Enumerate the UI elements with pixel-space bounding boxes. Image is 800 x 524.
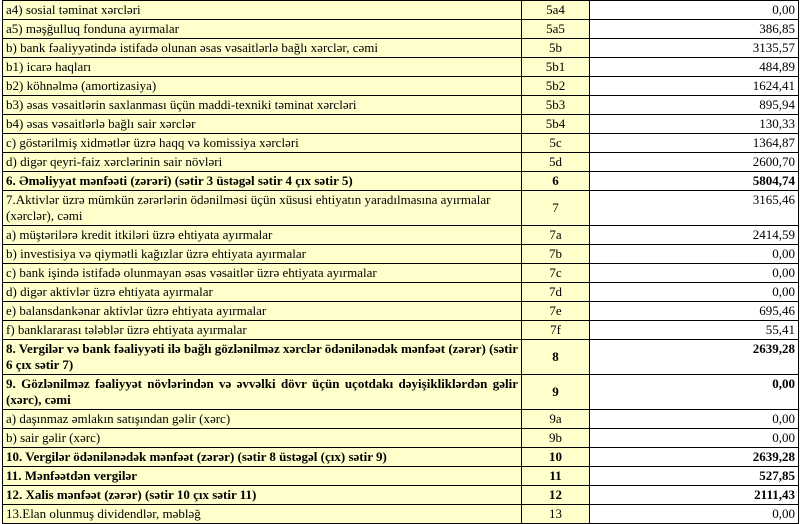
row-value: 0,00 <box>590 283 799 302</box>
row-value: 2111,43 <box>590 486 799 505</box>
row-code: 9 <box>522 375 590 410</box>
row-code: 5c <box>522 134 590 153</box>
row-value: 5804,74 <box>590 172 799 191</box>
table-row <box>3 467 799 486</box>
table-row <box>3 77 799 96</box>
row-value: 55,41 <box>590 321 799 340</box>
row-code: 5b3 <box>522 96 590 115</box>
row-code: 5a4 <box>522 1 590 20</box>
row-value: 0,00 <box>590 505 799 524</box>
table-row <box>3 340 799 375</box>
row-code: 7d <box>522 283 590 302</box>
table-row <box>3 191 799 226</box>
table-row <box>3 58 799 77</box>
row-label: a) müştərilərə kredit itkiləri üzrə ehtiyata ayırmalar <box>3 226 522 245</box>
row-label: a5) məşğulluq fonduna ayırmalar <box>3 20 522 39</box>
row-code: 8 <box>522 340 590 375</box>
table-row <box>3 226 799 245</box>
table-row <box>3 321 799 340</box>
row-value: 1624,41 <box>590 77 799 96</box>
row-value: 0,00 <box>590 264 799 283</box>
table-row <box>3 448 799 467</box>
row-value: 2414,59 <box>590 226 799 245</box>
table-row <box>3 134 799 153</box>
row-value: 386,85 <box>590 20 799 39</box>
table-row <box>3 486 799 505</box>
table-row <box>3 115 799 134</box>
row-code: 11 <box>522 467 590 486</box>
row-label: d) digər aktivlər üzrə ehtiyata ayırmalar <box>3 283 522 302</box>
row-code: 5b4 <box>522 115 590 134</box>
row-label: 9. Gözlənilməz fəaliyyət növlərindən və əvvəlki dövr üçün uçotdakı dəyişikliklərdən gəlir (xərc), cəmi <box>3 375 522 410</box>
row-label: b) sair gəlir (xərc) <box>3 429 522 448</box>
row-label: 7.Aktivlər üzrə mümkün zərərlərin ödənilməsi üçün xüsusi ehtiyatın yaradılmasına ayırmalar (xərclər), cəmi <box>3 191 522 226</box>
row-label: b1) icarə haqları <box>3 58 522 77</box>
row-code: 9b <box>522 429 590 448</box>
row-code: 10 <box>522 448 590 467</box>
row-value: 0,00 <box>590 410 799 429</box>
row-code: 6 <box>522 172 590 191</box>
table-row <box>3 96 799 115</box>
table-row <box>3 39 799 58</box>
row-value: 0,00 <box>590 429 799 448</box>
row-label: a4) sosial təminat xərcləri <box>3 1 522 20</box>
row-value: 484,89 <box>590 58 799 77</box>
row-code: 5d <box>522 153 590 172</box>
row-code: 5b1 <box>522 58 590 77</box>
row-label: e) balansdankənar aktivlər üzrə ehtiyata ayırmalar <box>3 302 522 321</box>
row-code: 9a <box>522 410 590 429</box>
row-value: 895,94 <box>590 96 799 115</box>
row-label: 13.Elan olunmuş dividendlər, məbləğ <box>3 505 522 524</box>
row-code: 13 <box>522 505 590 524</box>
table-row <box>3 429 799 448</box>
row-label: c) bank işində istifadə olunmayan əsas vəsaitlər üzrə ehtiyata ayırmalar <box>3 264 522 283</box>
row-label: a) daşınmaz əmlakın satışından gəlir (xərc) <box>3 410 522 429</box>
table-row <box>3 410 799 429</box>
row-label: d) digər qeyri-faiz xərclərinin sair növləri <box>3 153 522 172</box>
row-code: 5b <box>522 39 590 58</box>
table-row <box>3 302 799 321</box>
table-row <box>3 172 799 191</box>
table-row <box>3 375 799 410</box>
table-row <box>3 283 799 302</box>
row-code: 7 <box>522 191 590 226</box>
row-label: c) göstərilmiş xidmətlər üzrə haqq və komissiya xərcləri <box>3 134 522 153</box>
row-value: 3165,46 <box>590 191 799 226</box>
row-code: 12 <box>522 486 590 505</box>
row-label: 12. Xalis mənfəət (zərər) (sətir 10 çıx sətir 11) <box>3 486 522 505</box>
row-label: 6. Əməliyyat mənfəəti (zərəri) (sətir 3 üstəgəl sətir 4 çıx sətir 5) <box>3 172 522 191</box>
row-label: b) investisiya və qiymətli kağızlar üzrə ehtiyata ayırmalar <box>3 245 522 264</box>
row-label: 11. Mənfəətdən vergilər <box>3 467 522 486</box>
statement-table-body <box>3 1 799 524</box>
table-row <box>3 264 799 283</box>
row-value: 527,85 <box>590 467 799 486</box>
row-value: 0,00 <box>590 245 799 264</box>
row-value: 3135,57 <box>590 39 799 58</box>
row-value: 2639,28 <box>590 448 799 467</box>
row-value: 695,46 <box>590 302 799 321</box>
row-value: 0,00 <box>590 1 799 20</box>
row-code: 5a5 <box>522 20 590 39</box>
row-label: b) bank fəaliyyətində istifadə olunan əsas vəsaitlərlə bağlı xərclər, cəmi <box>3 39 522 58</box>
row-code: 7a <box>522 226 590 245</box>
financial-statement-table <box>2 0 799 524</box>
row-label: 10. Vergilər ödənilənədək mənfəət (zərər) (sətir 8 üstəgəl (çıx) sətir 9) <box>3 448 522 467</box>
table-row <box>3 1 799 20</box>
row-value: 0,00 <box>590 375 799 410</box>
row-value: 2639,28 <box>590 340 799 375</box>
row-label: b3) əsas vəsaitlərin saxlanması üçün maddi-texniki təminat xərcləri <box>3 96 522 115</box>
row-code: 7f <box>522 321 590 340</box>
table-row <box>3 153 799 172</box>
row-label: b2) köhnəlmə (amortizasiya) <box>3 77 522 96</box>
row-code: 7e <box>522 302 590 321</box>
row-code: 7b <box>522 245 590 264</box>
table-row <box>3 20 799 39</box>
row-value: 130,33 <box>590 115 799 134</box>
row-value: 1364,87 <box>590 134 799 153</box>
row-label: 8. Vergilər və bank fəaliyyəti ilə bağlı gözlənilməz xərclər ödənilənədək mənfəət (zərər) (sətir 6 çıx sətir 7) <box>3 340 522 375</box>
row-code: 7c <box>522 264 590 283</box>
table-row <box>3 245 799 264</box>
table-row <box>3 505 799 524</box>
row-label: f) banklararası tələblər üzrə ehtiyata ayırmalar <box>3 321 522 340</box>
row-code: 5b2 <box>522 77 590 96</box>
row-label: b4) əsas vəsaitlərlə bağlı sair xərclər <box>3 115 522 134</box>
row-value: 2600,70 <box>590 153 799 172</box>
